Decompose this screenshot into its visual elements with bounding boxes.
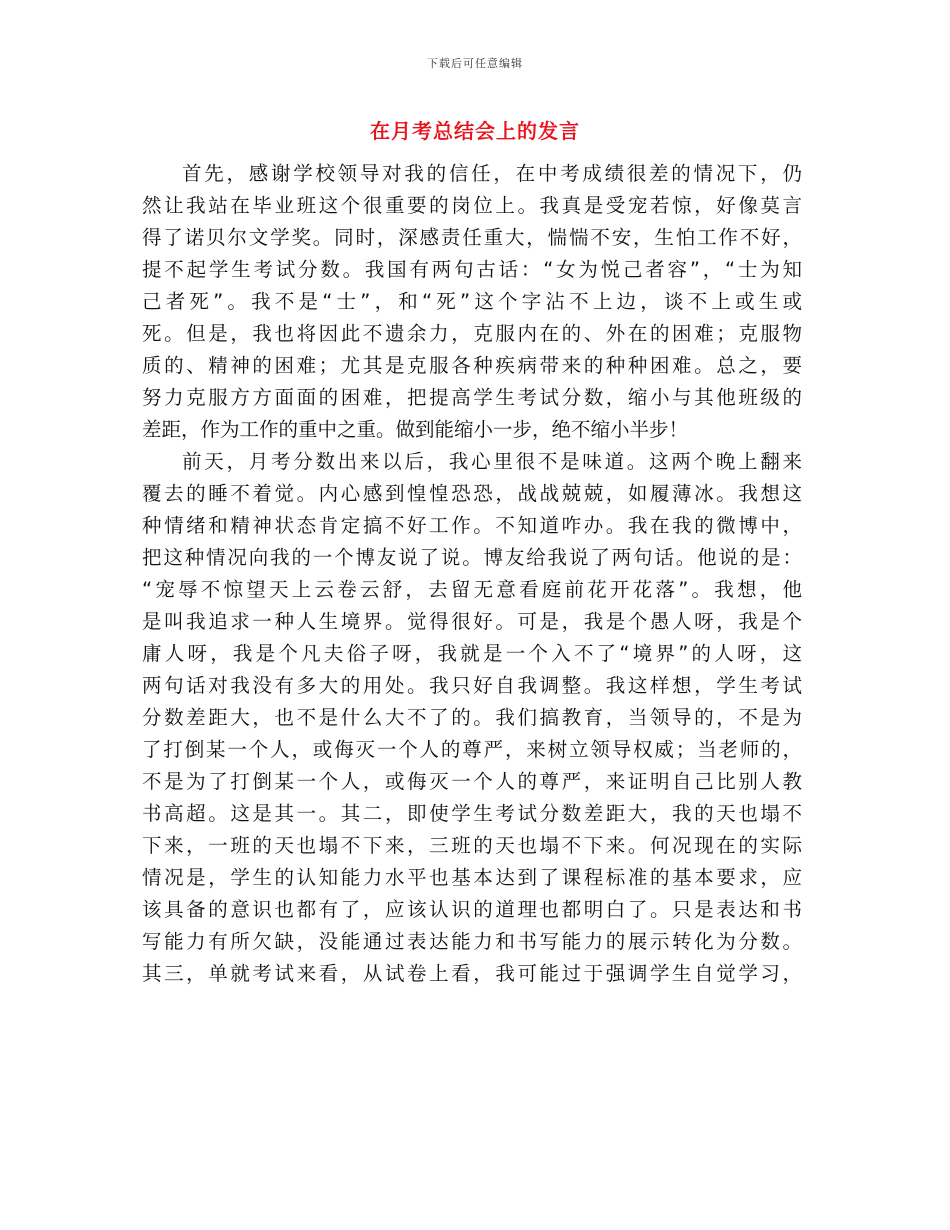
paragraph-line: 前天，月考分数出来以后，我心里很不是味道。这两个晚上翻来 xyxy=(182,450,802,473)
paragraph-line: 努力克服方方面面的困难，把提高学生考试分数，缩小与其他班级的 xyxy=(142,386,802,409)
paragraph-line: 己者死”。我不是“士”，和“死”这个字沾不上边，谈不上或生或 xyxy=(142,290,802,313)
paragraph-line: 情况是，学生的认知能力水平也基本达到了课程标准的基本要求，应 xyxy=(142,866,802,889)
header-note: 下载后可任意编辑 xyxy=(427,57,523,70)
paragraph-line: 提不起学生考试分数。我国有两句古话：“女为悦己者容”，“士为知 xyxy=(142,258,802,281)
paragraph-line: 覆去的睡不着觉。内心感到惶惶恐恐，战战兢兢，如履薄冰。我想这 xyxy=(142,482,802,505)
paragraph-line: 分数差距大，也不是什么大不了的。我们搞教育，当领导的，不是为 xyxy=(142,706,802,729)
paragraph-line: 其三，单就考试来看，从试卷上看，我可能过于强调学生自觉学习， xyxy=(142,962,802,985)
paragraph-line: 写能力有所欠缺，没能通过表达能力和书写能力的展示转化为分数。 xyxy=(142,930,802,953)
paragraph-line: 是叫我追求一种人生境界。觉得很好。可是，我是个愚人呀，我是个 xyxy=(142,610,802,633)
paragraph-line: 死。但是，我也将因此不遗余力，克服内在的、外在的困难；克服物 xyxy=(142,322,802,345)
paragraph-line: 不是为了打倒某一个人，或侮灭一个人的尊严，来证明自己比别人教 xyxy=(142,770,802,793)
paragraph-line: 把这种情况向我的一个博友说了说。博友给我说了两句话。他说的是： xyxy=(142,546,802,569)
document-body xyxy=(142,158,802,990)
paragraph-line: 下来，一班的天也塌不下来，三班的天也塌不下来。何况现在的实际 xyxy=(142,834,802,857)
paragraph-line: “宠辱不惊望天上云卷云舒，去留无意看庭前花开花落”。我想，他 xyxy=(142,578,802,601)
paragraph-line: 质的、精神的困难；尤其是克服各种疾病带来的种种困难。总之，要 xyxy=(142,354,802,377)
paragraph-line: 书高超。这是其一。其二，即使学生考试分数差距大，我的天也塌不 xyxy=(142,802,802,825)
paragraph-line: 然让我站在毕业班这个很重要的岗位上。我真是受宠若惊，好像莫言 xyxy=(142,194,802,217)
paragraph-line: 得了诺贝尔文学奖。同时，深感责任重大，惴惴不安，生怕工作不好， xyxy=(142,226,802,249)
paragraph-line: 差距，作为工作的重中之重。做到能缩小一步，绝不缩小半步！ xyxy=(142,418,689,441)
paragraph-line: 该具备的意识也都有了，应该认识的道理也都明白了。只是表达和书 xyxy=(142,898,802,921)
paragraph-line: 了打倒某一个人，或侮灭一个人的尊严，来树立领导权威；当老师的， xyxy=(142,738,802,761)
paragraph-line: 首先，感谢学校领导对我的信任，在中考成绩很差的情况下，仍 xyxy=(182,162,802,185)
document-title: 在月考总结会上的发言 xyxy=(370,119,580,143)
paragraph-line: 庸人呀，我是个凡夫俗子呀，我就是一个入不了“境界”的人呀，这 xyxy=(142,642,802,665)
paragraph-line: 两句话对我没有多大的用处。我只好自我调整。我这样想，学生考试 xyxy=(142,674,802,697)
paragraph-line: 种情绪和精神状态肯定搞不好工作。不知道咋办。我在我的微博中， xyxy=(142,514,802,537)
